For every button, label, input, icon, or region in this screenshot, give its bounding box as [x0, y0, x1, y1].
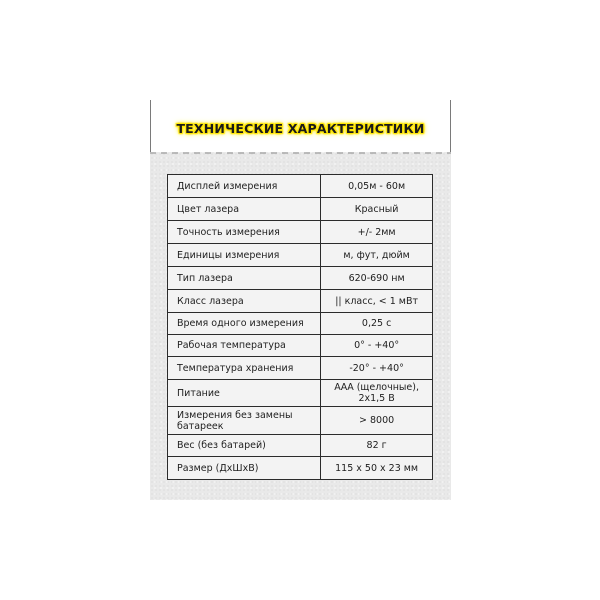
- row-label: Время одного измерения: [168, 313, 321, 335]
- row-label: Цвет лазера: [168, 198, 321, 221]
- table-row: [168, 357, 433, 380]
- page-title: ТЕХНИЧЕСКИЕ ХАРАКТЕРИСТИКИ: [176, 120, 425, 136]
- row-label: Размер (ДхШхВ): [168, 457, 321, 480]
- row-label: Питание: [168, 380, 321, 407]
- row-label: Тип лазера: [168, 267, 321, 290]
- row-value: Красный: [321, 198, 433, 221]
- table-row: [168, 221, 433, 244]
- row-value: > 8000: [321, 407, 433, 435]
- row-label: Единицы измерения: [168, 244, 321, 267]
- table-row: [168, 313, 433, 335]
- row-value: м, фут, дюйм: [321, 244, 433, 267]
- row-value: 0,05м - 60м: [321, 175, 433, 198]
- table-row: [168, 290, 433, 313]
- spec-table: [167, 174, 433, 480]
- row-label: Температура хранения: [168, 357, 321, 380]
- row-label: Рабочая температура: [168, 335, 321, 357]
- divider: [150, 152, 451, 154]
- row-value: 0° - +40°: [321, 335, 433, 357]
- row-label: Дисплей измерения: [168, 175, 321, 198]
- row-value: 0,25 с: [321, 313, 433, 335]
- table-row: [168, 244, 433, 267]
- table-row: [168, 335, 433, 357]
- title-banner: [170, 116, 431, 140]
- row-label: Класс лазера: [168, 290, 321, 313]
- table-row: [168, 457, 433, 480]
- table-row: [168, 267, 433, 290]
- table-row: [168, 175, 433, 198]
- row-value: ААА (щелочные), 2х1,5 В: [321, 380, 433, 407]
- card-header: [150, 100, 451, 152]
- table-row: [168, 407, 433, 435]
- row-value: -20° - +40°: [321, 357, 433, 380]
- row-label: Точность измерения: [168, 221, 321, 244]
- row-value: 115 х 50 х 23 мм: [321, 457, 433, 480]
- table-row: [168, 435, 433, 457]
- row-value: 82 г: [321, 435, 433, 457]
- row-label: Измерения без замены батареек: [168, 407, 321, 435]
- row-label: Вес (без батарей): [168, 435, 321, 457]
- row-value: 620-690 нм: [321, 267, 433, 290]
- row-value: || класс, < 1 мВт: [321, 290, 433, 313]
- table-row: [168, 198, 433, 221]
- table-row: [168, 380, 433, 407]
- row-value: +/- 2мм: [321, 221, 433, 244]
